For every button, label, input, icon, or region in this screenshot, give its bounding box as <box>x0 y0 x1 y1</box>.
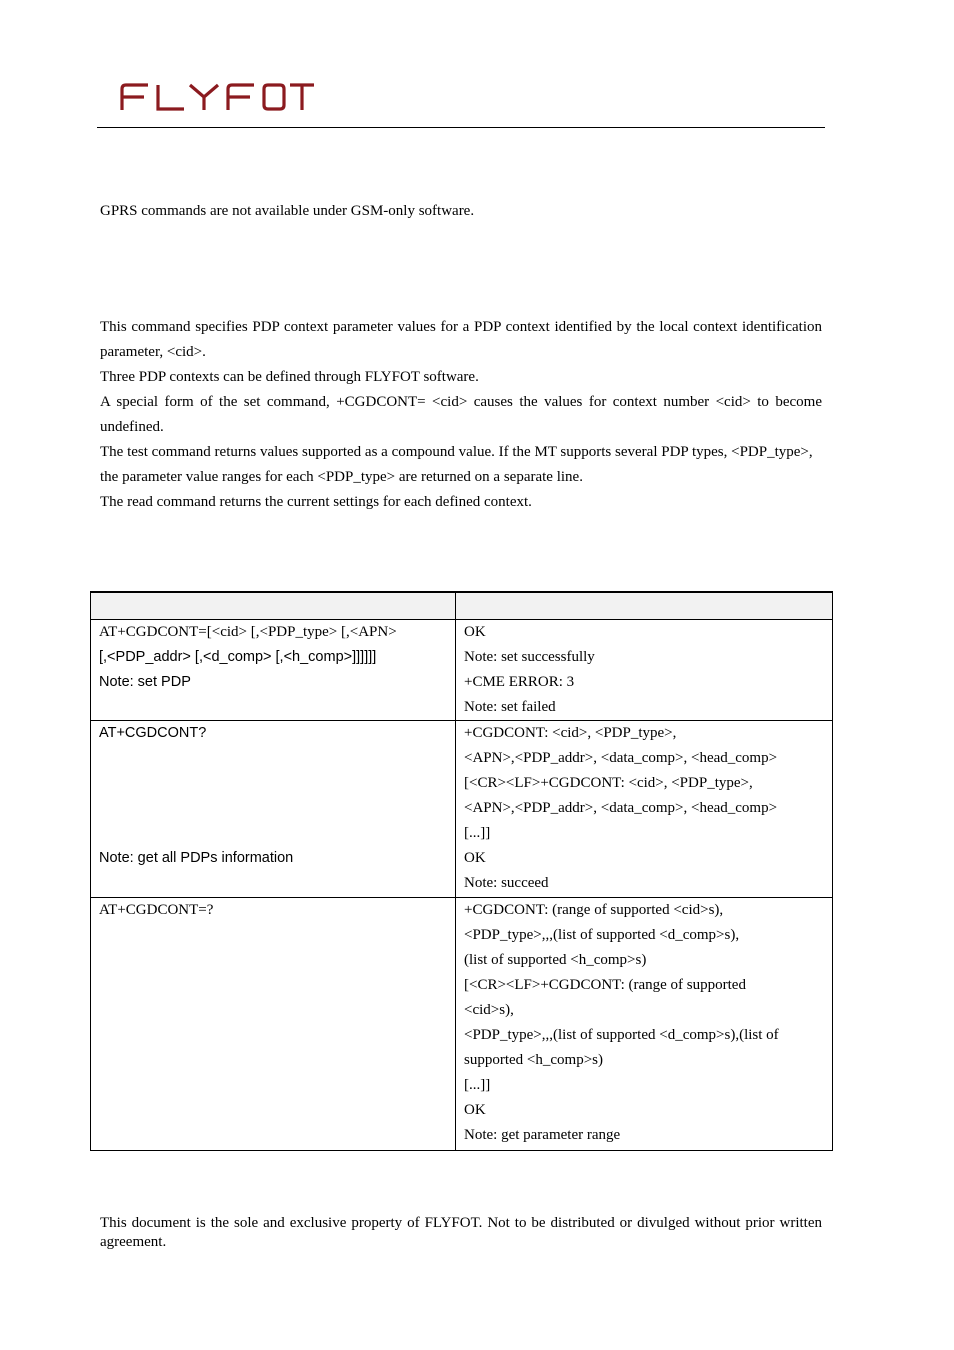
table-header-cell <box>91 592 456 620</box>
response-line: <cid>s), <box>464 1002 514 1018</box>
table-header-row <box>91 592 833 620</box>
flyfot-logo <box>118 82 314 112</box>
response-cell <box>456 721 833 898</box>
response-line: OK <box>464 1102 486 1118</box>
response-line: [<CR><LF>+CGDCONT: (range of supported <box>464 977 746 993</box>
response-line: +CME ERROR: 3 <box>464 674 575 690</box>
gprs-note: GPRS commands are not available under GSM-only software. <box>100 203 475 219</box>
command-cell <box>91 898 456 1151</box>
response-line: [...]] <box>464 1077 491 1093</box>
response-line: Note: set successfully <box>464 649 595 665</box>
command-line: [,<PDP_addr> [,<d_comp> [,<h_comp>]]]]]] <box>99 649 377 665</box>
command-cell <box>91 620 456 721</box>
response-line: [...]] <box>464 825 491 841</box>
description-line: This command specifies PDP context parameter values for a PDP context identified by the local context identification parameter, <cid>. <box>100 319 822 360</box>
response-line: Note: succeed <box>464 875 549 891</box>
response-line: OK <box>464 850 486 866</box>
command-note: Note: get all PDPs information <box>99 850 294 866</box>
command-line: AT+CGDCONT=[<cid> [,<PDP_type> [,<APN> <box>99 624 397 640</box>
command-table <box>90 591 833 1151</box>
description-line: Three PDP contexts can be defined through FLYFOT software. <box>100 369 479 385</box>
response-line: <APN>,<PDP_addr>, <data_comp>, <head_comp> <box>464 750 778 766</box>
header-rule <box>97 127 825 128</box>
response-cell <box>456 898 833 1151</box>
response-line: <PDP_type>,,,(list of supported <d_comp>s),(list of <box>464 1027 779 1043</box>
table-row <box>91 620 833 721</box>
cell-spacer <box>99 746 447 846</box>
command-line: AT+CGDCONT? <box>99 725 207 741</box>
response-line: Note: set failed <box>464 699 556 715</box>
response-line: OK <box>464 624 486 640</box>
table-header-cell <box>456 592 833 620</box>
command-cell <box>91 721 456 898</box>
command-note: Note: set PDP <box>99 674 191 690</box>
response-cell <box>456 620 833 721</box>
description-line: The read command returns the current settings for each defined context. <box>100 494 532 510</box>
response-line: <PDP_type>,,,(list of supported <d_comp>s), <box>464 927 740 943</box>
response-line: +CGDCONT: (range of supported <cid>s), <box>464 902 724 918</box>
response-line: <APN>,<PDP_addr>, <data_comp>, <head_comp> <box>464 800 778 816</box>
table-row <box>91 721 833 898</box>
response-line: (list of supported <h_comp>s) <box>464 952 647 968</box>
response-line: +CGDCONT: <cid>, <PDP_type>, <box>464 725 677 741</box>
footer-disclaimer: This document is the sole and exclusive property of FLYFOT. Not to be distributed or divulged without prior written agreement. <box>100 1215 822 1250</box>
command-line: AT+CGDCONT=? <box>99 902 214 918</box>
description-line: The test command returns values supported as a compound value. If the MT supports several PDP types, <PDP_type>, the parameter value ranges for each <PDP_type> are returned on a separate line. <box>100 444 813 485</box>
table-row <box>91 898 833 1151</box>
description-line: A special form of the set command, +CGDCONT= <cid> causes the values for context number <cid> to become undefined. <box>100 394 822 435</box>
response-line: Note: get parameter range <box>464 1127 621 1143</box>
response-line: supported <h_comp>s) <box>464 1052 603 1068</box>
command-description <box>100 315 822 515</box>
response-line: [<CR><LF>+CGDCONT: <cid>, <PDP_type>, <box>464 775 753 791</box>
